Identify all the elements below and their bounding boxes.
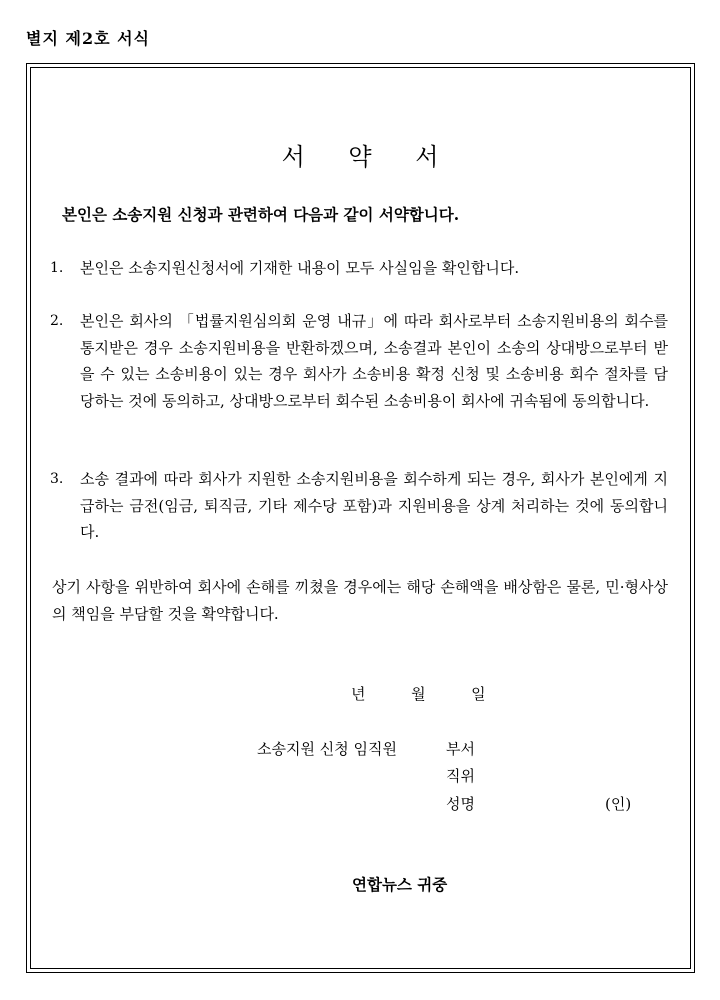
pledge-item-2 xyxy=(50,308,668,414)
pledge-item-1 xyxy=(50,255,668,282)
form-number-label: 별지 제2호 서식 xyxy=(26,29,151,48)
date-line xyxy=(351,683,486,704)
pledge-item-number: 1. xyxy=(50,260,64,276)
pledge-item-number: 2. xyxy=(50,313,64,329)
pledge-item-text: 소송 결과에 따라 회사가 지원한 소송지원비용을 회수하게 되는 경우, 회사가 본인에게 지급하는 금전(임금, 퇴직금, 기타 제수당 포함)과 지원비용을 상계 처리하는 것에 동의합니다. xyxy=(80,470,668,541)
pledge-item-text: 본인은 소송지원신청서에 기재한 내용이 모두 사실임을 확인합니다. xyxy=(80,259,520,277)
date-month: 월 xyxy=(411,685,426,703)
position-field-label: 직위 xyxy=(446,767,475,785)
pledge-item-number: 3. xyxy=(50,471,64,487)
document-title: 서 약 서 xyxy=(281,143,457,171)
pledge-closing: 상기 사항을 위반하여 회사에 손해를 끼쳤을 경우에는 해당 손해액을 배상함은 물론, 민·형사상의 책임을 부담할 것을 확약합니다. xyxy=(52,578,668,623)
date-day: 일 xyxy=(471,685,486,703)
signatory-label: 소송지원 신청 임직원 xyxy=(257,740,397,758)
pledge-item-3 xyxy=(50,466,668,546)
seal-mark: (인) xyxy=(605,795,632,813)
department-field-label: 부서 xyxy=(446,740,475,758)
name-field-label: 성명 xyxy=(446,795,475,813)
recipient-line: 연합뉴스 귀중 xyxy=(352,875,448,894)
pledge-item-text: 본인은 회사의 「법률지원심의회 운영 내규」에 따라 회사로부터 소송지원비용의 회수를 통지받은 경우 소송지원비용을 반환하겠으며, 소송결과 본인이 소송의 상대방으로부터 받을 수 있는 소송비용이 있는 경우 회사가 소송비용 확정 신청 및 소송비용 회수 절차를 담당하는 것에 동의하고, 상대방으로부터 회수된 소송비용이 회사에 귀속됨에 동의합니다. xyxy=(80,312,668,410)
pledge-intro: 본인은 소송지원 신청과 관련하여 다음과 같이 서약합니다. xyxy=(62,205,460,224)
date-year: 년 xyxy=(351,685,366,703)
